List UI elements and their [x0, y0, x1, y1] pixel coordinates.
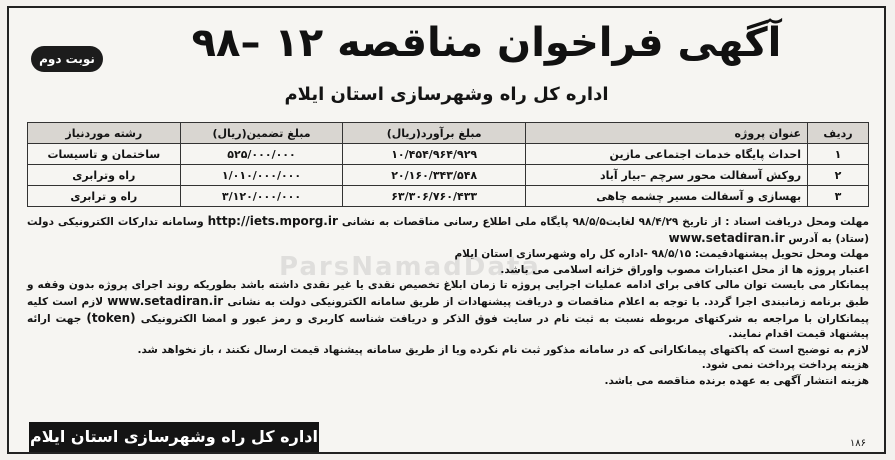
- header-title: عنوان پروژه: [526, 123, 808, 144]
- header-guarantee: مبلغ تضمین(ریال): [180, 123, 343, 144]
- ad-code: ۱۸۶: [849, 438, 866, 449]
- documents-text-a: مهلت ومحل دریافت اسناد : از تاریخ ۹۸/۴/۲۹ لغایت۹۸/۵/۵ پایگاه ملی اطلاع رسانی مناقصات به نشانی: [341, 216, 870, 228]
- table-header-row: [28, 123, 869, 144]
- iets-link[interactable]: http://iets.mporg.ir: [207, 214, 338, 228]
- paragraph-delivery: مهلت ومحل تحویل پیشنهادقیمت: ۹۸/۵/۱۵ -اداره کل راه وشهرسازی استان ایلام: [454, 248, 869, 261]
- cell-num: ۳: [808, 186, 869, 207]
- cell-guarantee: ۵۲۵/۰۰۰/۰۰۰: [180, 144, 343, 165]
- contractor-text-b: لازم است کلیه پیمانکاران با مراجعه به شرکتهای مربوطه نسبت به ثبت نام در سایت فوق الذکر و دریافت شناسه کاربری و رمز عبور و امضا الکترونیکی: [27, 295, 870, 325]
- cell-num: ۲: [808, 165, 869, 186]
- ad-body: [27, 214, 869, 424]
- table-row: [28, 144, 869, 165]
- paragraph-payment: هزینه پرداخت پرداخت نمی شود.: [701, 359, 869, 372]
- cell-num: ۱: [808, 144, 869, 165]
- paragraph-funding: اعتبار پروژه ها از محل اعتبارات مصوب واوراق خزانه اسلامی می باشد.: [500, 263, 869, 276]
- round-badge: نوبت دوم: [31, 46, 103, 72]
- watermark: ParsNamadData: [279, 252, 541, 282]
- header-num: ردیف: [808, 123, 869, 144]
- cell-field: راه وترابری: [28, 165, 181, 186]
- cell-field: ساختمان و تاسیسات: [28, 144, 181, 165]
- cell-guarantee: ۱/۰۱۰/۰۰۰/۰۰۰: [180, 165, 343, 186]
- cell-field: راه و ترابری: [28, 186, 181, 207]
- ad-frame: [7, 6, 886, 454]
- cell-title: احداث پایگاه خدمات اجتماعی مازین: [526, 144, 808, 165]
- header-field: رشته موردنیاز: [28, 123, 181, 144]
- paragraph-note: لازم به توضیح است که پاکتهای پیمانکارانی که در سامانه مذکور ثبت نام نکرده ویا از طریق سامانه پیشنهاد قیمت ارسال نکنند ، باز نخواهد شد.: [137, 343, 869, 356]
- cell-title: بهسازی و آسفالت مسیر چشمه چاهی: [526, 186, 808, 207]
- paragraph-publication: هزینه انتشار آگهی به عهده برنده مناقصه می باشد.: [604, 374, 869, 387]
- cell-estimate: ۲۰/۱۶۰/۳۴۳/۵۴۸: [343, 165, 526, 186]
- documents-text-b: وسامانه تدارکات الکترونیکی دولت (ستاد) به آدرس: [27, 216, 869, 245]
- setad-link[interactable]: www.setadiran.ir: [668, 230, 785, 245]
- paragraph-documents: [27, 214, 869, 247]
- cell-estimate: ۶۳/۳۰۶/۷۶۰/۴۳۳: [343, 186, 526, 207]
- contractor-text-a: پیمانکار می بایست توان مالی کافی برای ادامه عملیات اجرایی پروژه تا زمان ابلاغ تخصیص نقدی یا غیر نقدی داشته باشد بطوریکه روند اجرای پروژه بدون وقفه و طبق برنامه زمانبندی اجرا گردد. با توجه به اعلام مناقصات و دریافت پیشنهادات از طریق سامانه الکترونیکی دولت به نشانی: [27, 279, 869, 308]
- header: [9, 8, 884, 118]
- table-row: [28, 165, 869, 186]
- cell-estimate: ۱۰/۴۵۴/۹۶۴/۹۲۹: [343, 144, 526, 165]
- footer-organization: اداره کل راه وشهرسازی استان ایلام: [29, 422, 319, 452]
- cell-title: روکش آسفالت محور سرچم –بیار آباد: [526, 165, 808, 186]
- token-text: (token): [86, 310, 136, 325]
- contractor-text-c: جهت ارائه پیشنهاد قیمت اقدام نمایند.: [27, 312, 869, 341]
- page-subtitle: اداره کل راه وشهرسازی استان ایلام: [284, 84, 609, 105]
- cell-guarantee: ۳/۱۲۰/۰۰۰/۰۰۰: [180, 186, 343, 207]
- paragraph-contractor: [27, 278, 869, 342]
- page-title: آگهی فراخوان مناقصه ۱۲ –۹۸: [191, 20, 782, 66]
- header-estimate: مبلغ برآورد(ریال): [343, 123, 526, 144]
- table-row: [28, 186, 869, 207]
- tender-table: [27, 122, 869, 207]
- setad-link-2[interactable]: www.setadiran.ir: [107, 293, 224, 308]
